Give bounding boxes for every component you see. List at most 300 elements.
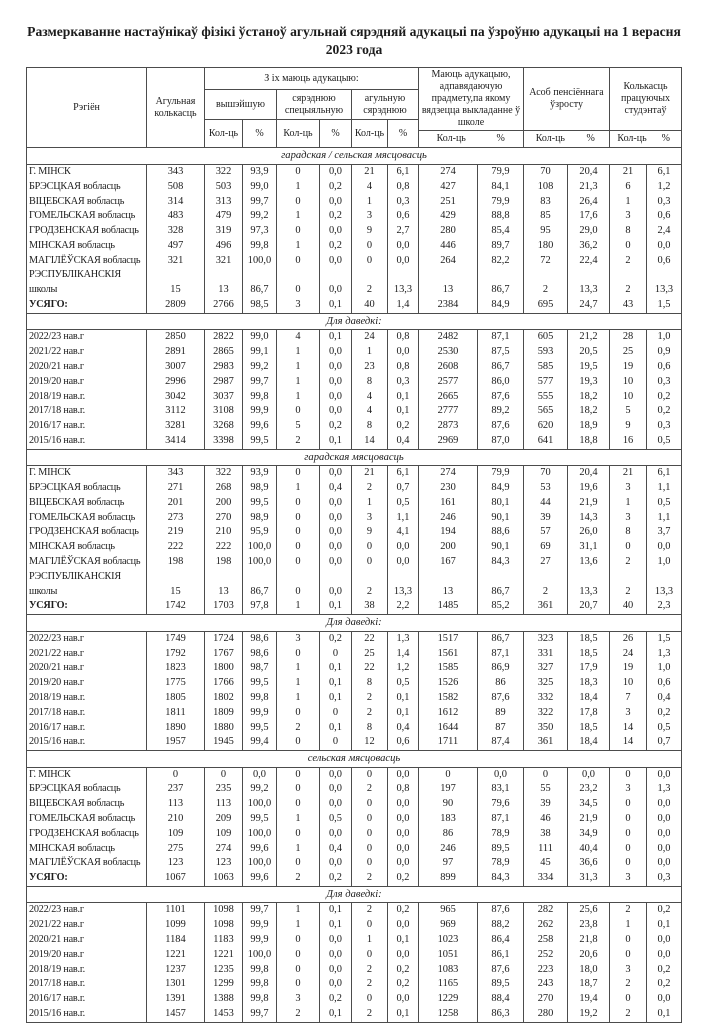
table-cell: 87,6 bbox=[477, 419, 523, 434]
table-cell: 0,0 bbox=[387, 827, 418, 842]
table-cell: 2 bbox=[351, 570, 387, 600]
table-cell: 99,1 bbox=[242, 345, 276, 360]
table-cell: 89,2 bbox=[477, 404, 523, 419]
table-cell: 1 bbox=[351, 195, 387, 210]
table-cell: 24,7 bbox=[568, 298, 610, 313]
table-cell: 0 bbox=[276, 254, 319, 269]
table-row bbox=[26, 224, 681, 239]
table-cell: 0,2 bbox=[387, 419, 418, 434]
table-cell: 0,1 bbox=[387, 404, 418, 419]
table-cell: 0,0 bbox=[647, 933, 682, 948]
table-cell: 0 bbox=[351, 918, 387, 933]
table-cell: 87,0 bbox=[477, 434, 523, 449]
table-cell: 78,9 bbox=[477, 856, 523, 871]
table-cell: 20,4 bbox=[568, 466, 610, 481]
table-cell: 1805 bbox=[146, 691, 204, 706]
table-cell: 0,0 bbox=[319, 555, 351, 570]
table-cell: 13,3 bbox=[647, 570, 682, 600]
table-cell: 321 bbox=[204, 254, 242, 269]
table-cell: 3 bbox=[351, 511, 387, 526]
table-cell: 26,0 bbox=[568, 525, 610, 540]
table-cell: 99,5 bbox=[242, 434, 276, 449]
table-cell: 8 bbox=[351, 676, 387, 691]
table-cell: 89 bbox=[477, 706, 523, 721]
table-cell: 100,0 bbox=[242, 856, 276, 871]
table-cell: 1229 bbox=[418, 992, 477, 1007]
table-cell: 99,7 bbox=[242, 903, 276, 918]
table-cell: 44 bbox=[524, 496, 568, 511]
table-cell: 40,4 bbox=[568, 842, 610, 857]
table-cell: 0 bbox=[610, 827, 647, 842]
table-cell: 210 bbox=[204, 525, 242, 540]
section-title: гарадская / сельская мясцовасць bbox=[26, 148, 681, 165]
table-cell: 99,9 bbox=[242, 706, 276, 721]
table-cell: 1809 bbox=[204, 706, 242, 721]
table-cell: 2 bbox=[351, 963, 387, 978]
table-cell: 0 bbox=[276, 933, 319, 948]
table-cell: 0,6 bbox=[387, 735, 418, 750]
table-cell: 0,1 bbox=[319, 298, 351, 313]
table-row bbox=[26, 647, 681, 662]
table-cell: 0,2 bbox=[647, 706, 682, 721]
table-cell: 3 bbox=[610, 706, 647, 721]
table-cell: 0 bbox=[276, 268, 319, 298]
table-cell: 21,9 bbox=[568, 496, 610, 511]
table-cell: 0,0 bbox=[319, 360, 351, 375]
table-row bbox=[26, 195, 681, 210]
table-cell: 0,5 bbox=[647, 434, 682, 449]
table-cell: 3 bbox=[610, 209, 647, 224]
table-cell: 3 bbox=[610, 481, 647, 496]
table-cell: 0,0 bbox=[242, 767, 276, 782]
table-row bbox=[26, 180, 681, 195]
table-cell: 1612 bbox=[418, 706, 477, 721]
table-cell: 1 bbox=[276, 390, 319, 405]
table-cell: 34,5 bbox=[568, 797, 610, 812]
col-header-working-students: Колькасць працуючых студэнтаў bbox=[610, 68, 682, 131]
row-label: 2018/19 нав.г. bbox=[26, 963, 146, 978]
table-cell: 2 bbox=[610, 903, 647, 918]
table-cell: 0,2 bbox=[647, 903, 682, 918]
table-cell: 325 bbox=[524, 676, 568, 691]
table-cell: 13 bbox=[204, 268, 242, 298]
table-cell: 200 bbox=[418, 540, 477, 555]
table-cell: 1165 bbox=[418, 977, 477, 992]
row-label: 2016/17 нав.г. bbox=[26, 419, 146, 434]
row-label: 2021/22 нав.г bbox=[26, 647, 146, 662]
table-cell: 13,3 bbox=[568, 570, 610, 600]
table-cell: 86 bbox=[477, 676, 523, 691]
table-cell: 0,2 bbox=[387, 963, 418, 978]
table-cell: 123 bbox=[204, 856, 242, 871]
row-label: МАГІЛЁЎСКАЯ вобласць bbox=[26, 856, 146, 871]
table-cell: 99,8 bbox=[242, 963, 276, 978]
table-cell: 21,9 bbox=[568, 812, 610, 827]
table-cell: 100,0 bbox=[242, 540, 276, 555]
table-cell: 86,4 bbox=[477, 933, 523, 948]
table-row bbox=[26, 555, 681, 570]
col-header-count: Кол-ць bbox=[617, 133, 647, 145]
table-cell: 1526 bbox=[418, 676, 477, 691]
table-cell: 0,1 bbox=[387, 933, 418, 948]
table-cell: 28 bbox=[610, 330, 647, 345]
col-header-count: Кол-ць bbox=[276, 120, 319, 148]
table-cell: 0,4 bbox=[387, 721, 418, 736]
table-cell: 222 bbox=[204, 540, 242, 555]
table-cell: 19,3 bbox=[568, 375, 610, 390]
table-cell: 0,0 bbox=[647, 948, 682, 963]
table-cell: 1,3 bbox=[647, 782, 682, 797]
table-cell: 0,8 bbox=[387, 180, 418, 195]
table-cell: 1,0 bbox=[647, 330, 682, 345]
table-cell: 0 bbox=[319, 647, 351, 662]
table-cell: 0 bbox=[610, 812, 647, 827]
table-cell: 84,9 bbox=[477, 481, 523, 496]
table-cell: 99,4 bbox=[242, 735, 276, 750]
table-cell: 25 bbox=[610, 345, 647, 360]
table-cell: 2 bbox=[351, 1007, 387, 1022]
table-cell: 90,1 bbox=[477, 540, 523, 555]
table-cell: 21,8 bbox=[568, 933, 610, 948]
table-cell: 29,0 bbox=[568, 224, 610, 239]
table-cell: 87,1 bbox=[477, 647, 523, 662]
row-label: 2016/17 нав.г. bbox=[26, 721, 146, 736]
table-cell: 2 bbox=[610, 570, 647, 600]
table-cell: 0,4 bbox=[319, 481, 351, 496]
table-cell: 0,0 bbox=[387, 767, 418, 782]
col-header-count: Кол-ць bbox=[535, 133, 565, 145]
table-cell: 2777 bbox=[418, 404, 477, 419]
table-cell: 1742 bbox=[146, 599, 204, 614]
section-title: сельская мясцовасць bbox=[26, 751, 681, 768]
table-cell: 0,0 bbox=[387, 555, 418, 570]
table-row bbox=[26, 903, 681, 918]
row-label: 2018/19 нав.г. bbox=[26, 390, 146, 405]
row-label: 2017/18 нав.г. bbox=[26, 977, 146, 992]
table-row bbox=[26, 631, 681, 646]
table-cell: 87,6 bbox=[477, 903, 523, 918]
table-cell: 18,2 bbox=[568, 404, 610, 419]
page-title: Размеркаванне настаўнікаў фізікі ўстаноў агульнай сярэдняй адукацыі па ўзроўню адукацыі на 1 верасня 2023 года bbox=[27, 24, 681, 58]
table-cell: 53 bbox=[524, 481, 568, 496]
table-cell: 1 bbox=[276, 345, 319, 360]
table-cell: 1099 bbox=[146, 918, 204, 933]
table-row bbox=[26, 661, 681, 676]
table-cell: 0,3 bbox=[647, 375, 682, 390]
table-cell: 0,0 bbox=[319, 540, 351, 555]
table-cell: 21 bbox=[351, 164, 387, 179]
row-label: ВІЦЕБСКАЯ вобласць bbox=[26, 797, 146, 812]
table-cell: 6 bbox=[610, 180, 647, 195]
table-cell: 251 bbox=[418, 195, 477, 210]
table-cell: 18,8 bbox=[568, 434, 610, 449]
table-cell: 0 bbox=[351, 540, 387, 555]
table-row bbox=[26, 706, 681, 721]
table-cell: 327 bbox=[524, 661, 568, 676]
table-cell: 0,1 bbox=[319, 599, 351, 614]
table-cell: 87,6 bbox=[477, 963, 523, 978]
table-cell: 0,0 bbox=[387, 812, 418, 827]
table-cell: 197 bbox=[418, 782, 477, 797]
table-cell: 0,5 bbox=[387, 496, 418, 511]
table-cell: 97,8 bbox=[242, 599, 276, 614]
table-cell: 270 bbox=[204, 511, 242, 526]
table-cell: 2873 bbox=[418, 419, 477, 434]
table-cell: 0,0 bbox=[387, 254, 418, 269]
table-cell: 343 bbox=[146, 164, 204, 179]
table-cell: 0,0 bbox=[647, 992, 682, 1007]
table-cell: 19,4 bbox=[568, 992, 610, 1007]
table-cell: 3398 bbox=[204, 434, 242, 449]
table-cell: 1,1 bbox=[387, 511, 418, 526]
table-cell: 1775 bbox=[146, 676, 204, 691]
table-cell: 95,9 bbox=[242, 525, 276, 540]
row-label: ГРОДЗЕНСКАЯ вобласць bbox=[26, 827, 146, 842]
table-row bbox=[26, 1007, 681, 1022]
table-cell: 100,0 bbox=[242, 254, 276, 269]
table-cell: 1,2 bbox=[647, 180, 682, 195]
table-row bbox=[26, 375, 681, 390]
table-row bbox=[26, 767, 681, 782]
row-label: 2017/18 нав.г. bbox=[26, 404, 146, 419]
table-cell: 641 bbox=[524, 434, 568, 449]
table-row bbox=[26, 782, 681, 797]
table-cell: 1582 bbox=[418, 691, 477, 706]
table-cell: 2983 bbox=[204, 360, 242, 375]
table-cell: 899 bbox=[418, 871, 477, 886]
table-cell: 280 bbox=[418, 224, 477, 239]
table-cell: 1711 bbox=[418, 735, 477, 750]
table-cell: 167 bbox=[418, 555, 477, 570]
table-cell: 0,0 bbox=[319, 375, 351, 390]
table-body bbox=[26, 148, 681, 1022]
table-cell: 15 bbox=[146, 268, 204, 298]
table-cell: 13 bbox=[418, 570, 477, 600]
table-row bbox=[26, 918, 681, 933]
table-row bbox=[26, 812, 681, 827]
table-cell: 0 bbox=[610, 992, 647, 1007]
col-header-percent: % bbox=[661, 133, 670, 145]
row-label: ВІЦЕБСКАЯ вобласць bbox=[26, 195, 146, 210]
col-header-count: Кол-ць bbox=[204, 120, 242, 148]
table-cell: 89,7 bbox=[477, 239, 523, 254]
table-cell: 20,5 bbox=[568, 345, 610, 360]
table-cell: 19,2 bbox=[568, 1007, 610, 1022]
table-cell: 0,1 bbox=[387, 691, 418, 706]
table-cell: 2 bbox=[610, 977, 647, 992]
table-cell: 0 bbox=[276, 735, 319, 750]
table-cell: 2996 bbox=[146, 375, 204, 390]
table-cell: 555 bbox=[524, 390, 568, 405]
table-cell: 19 bbox=[610, 360, 647, 375]
table-cell: 2 bbox=[351, 871, 387, 886]
row-label: 2021/22 нав.г bbox=[26, 345, 146, 360]
table-cell: 82,2 bbox=[477, 254, 523, 269]
table-cell: 26,4 bbox=[568, 195, 610, 210]
table-cell: 275 bbox=[146, 842, 204, 857]
table-cell: 86,7 bbox=[477, 570, 523, 600]
table-cell: 1767 bbox=[204, 647, 242, 662]
table-cell: 88,8 bbox=[477, 209, 523, 224]
row-label: ГРОДЗЕНСКАЯ вобласць bbox=[26, 525, 146, 540]
table-cell: 0 bbox=[276, 977, 319, 992]
table-cell: 4 bbox=[351, 390, 387, 405]
table-cell: 1221 bbox=[204, 948, 242, 963]
table-cell: 2530 bbox=[418, 345, 477, 360]
table-cell: 0 bbox=[351, 842, 387, 857]
table-cell: 497 bbox=[146, 239, 204, 254]
table-cell: 31,1 bbox=[568, 540, 610, 555]
table-cell: 0,0 bbox=[319, 466, 351, 481]
table-cell: 18,5 bbox=[568, 631, 610, 646]
row-label: 2015/16 нав.г. bbox=[26, 1007, 146, 1022]
table-cell: 0 bbox=[276, 164, 319, 179]
table-cell: 2 bbox=[276, 871, 319, 886]
table-cell: 605 bbox=[524, 330, 568, 345]
table-cell: 13 bbox=[418, 268, 477, 298]
row-label: УСЯГО: bbox=[26, 871, 146, 886]
table-cell: 0,0 bbox=[319, 570, 351, 600]
table-cell: 99,9 bbox=[242, 933, 276, 948]
table-cell: 27 bbox=[524, 555, 568, 570]
table-cell: 0,0 bbox=[387, 540, 418, 555]
table-cell: 1644 bbox=[418, 721, 477, 736]
table-cell: 8 bbox=[351, 721, 387, 736]
table-cell: 1 bbox=[276, 812, 319, 827]
row-label: 2016/17 нав.г. bbox=[26, 992, 146, 1007]
table-cell: 87,6 bbox=[477, 691, 523, 706]
table-cell: 97,3 bbox=[242, 224, 276, 239]
table-cell: 0,6 bbox=[647, 209, 682, 224]
table-cell: 85,4 bbox=[477, 224, 523, 239]
table-cell: 1 bbox=[276, 903, 319, 918]
table-cell: 0 bbox=[351, 254, 387, 269]
table-cell: 86,7 bbox=[242, 570, 276, 600]
table-cell: 99,6 bbox=[242, 419, 276, 434]
table-cell: 13,6 bbox=[568, 555, 610, 570]
table-cell: 210 bbox=[146, 812, 204, 827]
table-cell: 483 bbox=[146, 209, 204, 224]
table-cell: 565 bbox=[524, 404, 568, 419]
table-cell: 21,3 bbox=[568, 180, 610, 195]
table-cell: 23,8 bbox=[568, 918, 610, 933]
table-cell: 5 bbox=[610, 404, 647, 419]
table-cell: 1 bbox=[610, 195, 647, 210]
table-cell: 2822 bbox=[204, 330, 242, 345]
table-row bbox=[26, 963, 681, 978]
table-cell: 0 bbox=[276, 856, 319, 871]
table-cell: 1183 bbox=[204, 933, 242, 948]
table-cell: 99,9 bbox=[242, 404, 276, 419]
table-row bbox=[26, 164, 681, 179]
table-cell: 319 bbox=[204, 224, 242, 239]
table-cell: 8 bbox=[610, 224, 647, 239]
table-row bbox=[26, 330, 681, 345]
col-header-count: Кол-ць bbox=[436, 133, 466, 145]
table-cell: 1,4 bbox=[387, 647, 418, 662]
table-cell: 99,2 bbox=[242, 782, 276, 797]
row-label: РЭСПУБЛІКАНСКІЯ школы bbox=[26, 570, 146, 600]
table-cell: 0 bbox=[276, 224, 319, 239]
table-cell: 20,6 bbox=[568, 948, 610, 963]
row-label: 2020/21 нав.г bbox=[26, 933, 146, 948]
table-cell: 1 bbox=[276, 360, 319, 375]
table-cell: 313 bbox=[204, 195, 242, 210]
table-cell: 2577 bbox=[418, 375, 477, 390]
table-cell: 0 bbox=[418, 767, 477, 782]
table-cell: 0,0 bbox=[387, 239, 418, 254]
table-row bbox=[26, 856, 681, 871]
table-cell: 1221 bbox=[146, 948, 204, 963]
table-cell: 2987 bbox=[204, 375, 242, 390]
table-cell: 314 bbox=[146, 195, 204, 210]
table-cell: 14 bbox=[351, 434, 387, 449]
table-cell: 3,7 bbox=[647, 525, 682, 540]
table-cell: 0 bbox=[524, 767, 568, 782]
table-cell: 85,2 bbox=[477, 599, 523, 614]
table-cell: 1703 bbox=[204, 599, 242, 614]
table-cell: 695 bbox=[524, 298, 568, 313]
table-cell: 0,5 bbox=[319, 812, 351, 827]
table-cell: 69 bbox=[524, 540, 568, 555]
table-cell: 0,0 bbox=[477, 767, 523, 782]
table-cell: 0,0 bbox=[319, 948, 351, 963]
table-cell: 0 bbox=[276, 555, 319, 570]
table-cell: 0,6 bbox=[647, 254, 682, 269]
table-row bbox=[26, 404, 681, 419]
table-cell: 2 bbox=[276, 721, 319, 736]
table-cell: 99,5 bbox=[242, 496, 276, 511]
table-cell: 0 bbox=[276, 827, 319, 842]
table-cell: 0,7 bbox=[387, 481, 418, 496]
row-label: ГРОДЗЕНСКАЯ вобласць bbox=[26, 224, 146, 239]
table-row bbox=[26, 871, 681, 886]
table-cell: 99,5 bbox=[242, 812, 276, 827]
table-cell: 109 bbox=[146, 827, 204, 842]
table-cell: 98,6 bbox=[242, 647, 276, 662]
table-cell: 89,5 bbox=[477, 977, 523, 992]
row-label: БРЭСЦКАЯ вобласць bbox=[26, 180, 146, 195]
table-cell: 577 bbox=[524, 375, 568, 390]
table-cell: 98,9 bbox=[242, 481, 276, 496]
table-cell: 18,3 bbox=[568, 676, 610, 691]
table-cell: 620 bbox=[524, 419, 568, 434]
table-cell: 1301 bbox=[146, 977, 204, 992]
table-cell: 0,5 bbox=[387, 676, 418, 691]
table-cell: 0,0 bbox=[319, 195, 351, 210]
table-cell: 99,2 bbox=[242, 209, 276, 224]
table-cell: 3108 bbox=[204, 404, 242, 419]
table-row bbox=[26, 268, 681, 298]
row-label: 2019/20 нав.г bbox=[26, 948, 146, 963]
table-cell: 72 bbox=[524, 254, 568, 269]
table-cell: 1388 bbox=[204, 992, 242, 1007]
table-cell: 0,2 bbox=[647, 404, 682, 419]
table-cell: 0,0 bbox=[319, 164, 351, 179]
table-cell: 4 bbox=[351, 404, 387, 419]
table-cell: 10 bbox=[610, 390, 647, 405]
table-cell: 1 bbox=[610, 918, 647, 933]
table-cell: 84,1 bbox=[477, 180, 523, 195]
table-cell: 0,1 bbox=[319, 721, 351, 736]
table-row bbox=[26, 481, 681, 496]
section-title: Для даведкі: bbox=[26, 615, 681, 632]
table-cell: 4,1 bbox=[387, 525, 418, 540]
table-cell: 0,0 bbox=[319, 345, 351, 360]
table-cell: 264 bbox=[418, 254, 477, 269]
table-cell: 1,1 bbox=[647, 481, 682, 496]
table-cell: 209 bbox=[204, 812, 242, 827]
